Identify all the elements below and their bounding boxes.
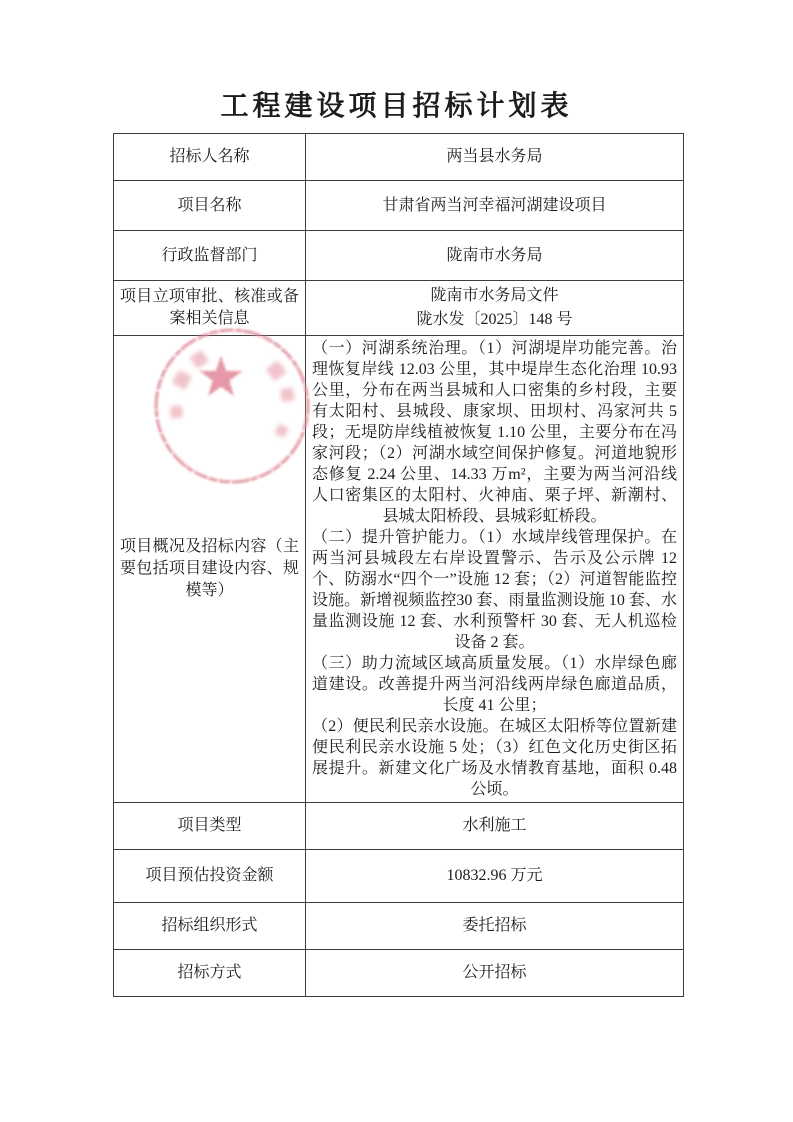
table-row	[114, 231, 684, 281]
row-label-bidder-name: 招标人名称	[114, 134, 306, 181]
table-row	[114, 181, 684, 231]
table-row	[114, 850, 684, 903]
row-value-approval-info	[306, 281, 684, 336]
table-row	[114, 903, 684, 950]
overview-paragraph: （2）便民利民亲水设施。在城区太阳桥等位置新建便民利民亲水设施 5 处；（3）红色文化历史街区拓展提升。新建文化广场及水情教育基地，面积 0.48 公顷。	[312, 718, 677, 798]
row-value-estimated-investment: 10832.96 万元	[306, 850, 684, 903]
row-label-bidding-organization-form: 招标组织形式	[114, 903, 306, 950]
row-value-project-overview	[306, 336, 684, 803]
table-row	[114, 803, 684, 850]
approval-doc-line: 陇南市水务局文件	[430, 287, 559, 304]
table-row	[114, 336, 684, 803]
row-value-bidding-method: 公开招标	[306, 950, 684, 997]
row-label-estimated-investment: 项目预估投资金额	[114, 850, 306, 903]
row-value-project-name: 甘肃省两当河幸福河湖建设项目	[306, 181, 684, 231]
overview-paragraph: （三）助力流域区域高质量发展。（1）水岸绿色廊道建设。改善提升两当河沿线两岸绿色廊道品质，长度 41 公里；	[312, 655, 677, 714]
row-label-bidding-method: 招标方式	[114, 950, 306, 997]
row-value-project-type: 水利施工	[306, 803, 684, 850]
row-label-approval-info: 项目立项审批、核准或备案相关信息	[114, 281, 306, 336]
row-value-bidder-name: 两当县水务局	[306, 134, 684, 181]
page-title: 工程建设项目招标计划表	[220, 90, 573, 121]
row-value-bidding-organization-form: 委托招标	[306, 903, 684, 950]
row-label-project-type: 项目类型	[114, 803, 306, 850]
table-row	[114, 281, 684, 336]
row-value-supervising-dept: 陇南市水务局	[306, 231, 684, 281]
row-label-supervising-dept: 行政监督部门	[114, 231, 306, 281]
table-row	[114, 950, 684, 997]
overview-paragraph: （二）提升管护能力。（1）水域岸线管理保护。在两当河县城段左右岸设置警示、告示及公示牌 12 个、防溺水“四个一”设施 12 套；（2）河道智能监控设施。新增视频监控30 套、雨量监测设施 10 套、水量监测设施 12 套、水利预警杆 30 套、无人机巡检设备 2 套。	[312, 529, 677, 651]
overview-paragraph: （一）河湖系统治理。（1）河湖堤岸功能完善。治理恢复岸线 12.03 公里，其中堤岸生态化治理 10.93 公里，分布在两当县城和人口密集的乡村段，主要有太阳村、县城段、康家坝、田坝村、冯家河共 5 段；无堤防岸线植被恢复 1.10 公里，主要分布在冯家河段；（2）河湖水域空间保护修复。河道地貌形态修复 2.24 公里、14.33 万m²，主要为两当河沿线人口密集区的太阳村、火神庙、栗子坪、新潮村、县城太阳桥段、县城彩虹桥段。	[312, 340, 677, 525]
bidding-plan-table	[113, 133, 684, 997]
approval-number-line: 陇水发〔2025〕148 号	[416, 311, 573, 328]
table-row	[114, 134, 684, 181]
row-label-project-name: 项目名称	[114, 181, 306, 231]
row-label-project-overview: 项目概况及招标内容（主要包括项目建设内容、规模等）	[114, 336, 306, 803]
